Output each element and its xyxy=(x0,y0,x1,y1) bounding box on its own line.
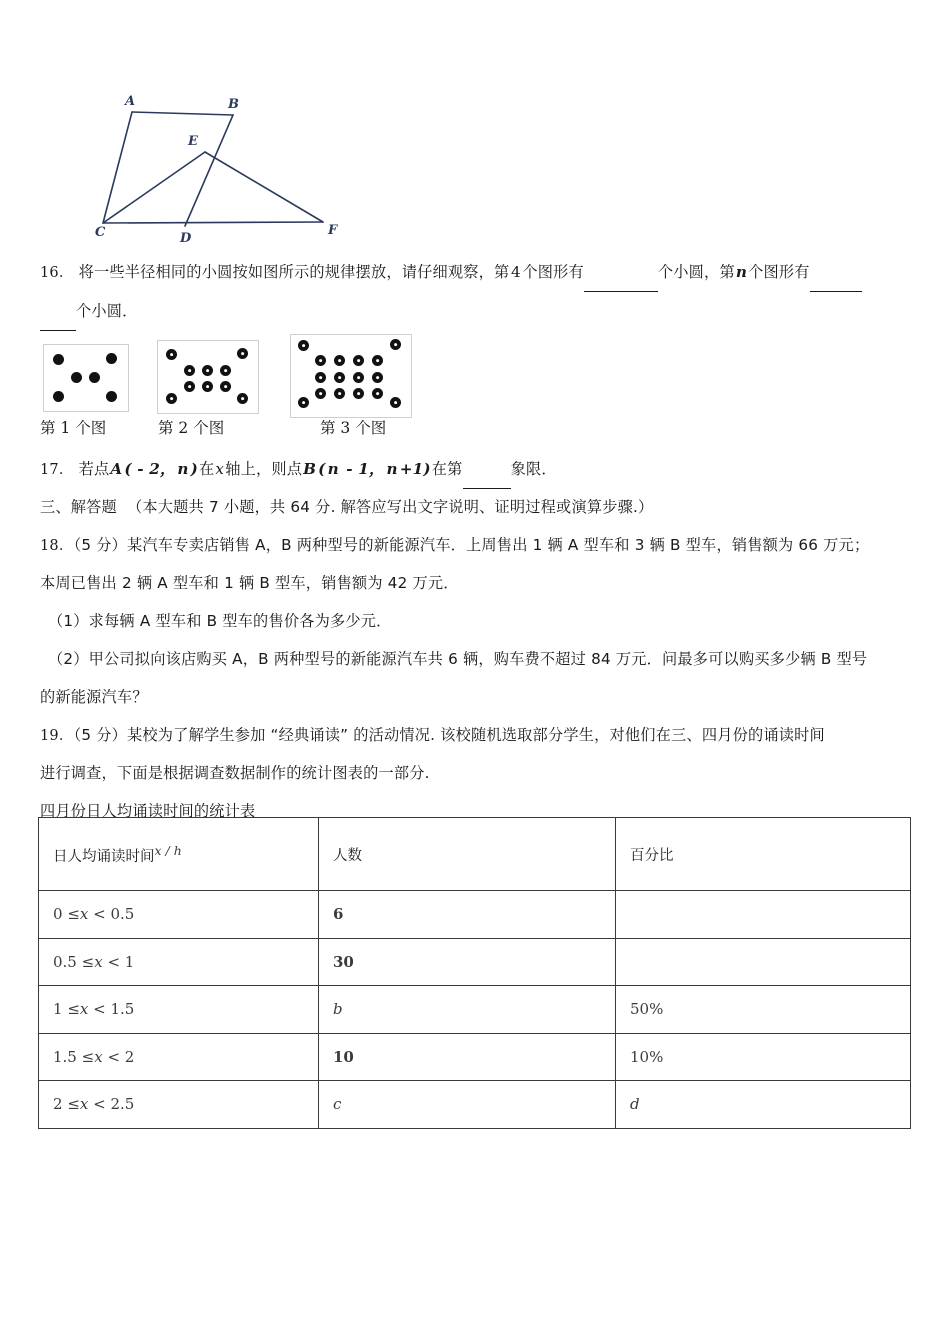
question-18-part-2-line-2-wrap xyxy=(40,678,920,716)
question-18-part-2-line-2: 的新能源汽车？ xyxy=(40,688,148,706)
table-cell-count: 6 xyxy=(319,891,616,939)
range-var: x xyxy=(79,1095,89,1114)
table-cell-count: 30 xyxy=(319,938,616,986)
question-18-part-2-line-1: （2）甲公司拟向该店购买 A，B 两种型号的新能源汽车共 6 辆，购车费不超过 84 万元．问最多可以购买多少辆 B 型号 xyxy=(48,650,868,668)
range-var: x xyxy=(79,1000,89,1019)
question-16-number: 16． xyxy=(40,265,74,281)
table-row xyxy=(39,938,911,986)
table-cell-range: 2 ≤x < 2.5 xyxy=(39,1081,319,1129)
table-cell-count: 10 xyxy=(319,1033,616,1081)
table-cell-range: 0.5 ≤x < 1 xyxy=(39,938,319,986)
section-3-header xyxy=(40,488,920,526)
question-18 xyxy=(40,526,920,565)
segment-EF xyxy=(205,152,323,222)
question-18-line-2-wrap xyxy=(40,564,920,602)
table-cell-range: 1.5 ≤x < 2 xyxy=(39,1033,319,1081)
table-cell-percent: 50% xyxy=(616,986,911,1034)
stat-table-caption: 四月份日人均诵读时间的统计表 xyxy=(40,802,256,820)
table-header-time-label: 日人均诵读时间 xyxy=(53,848,155,865)
pattern-dot xyxy=(315,372,326,383)
pattern-dot xyxy=(220,365,231,376)
pattern-dot xyxy=(106,391,117,402)
label-F: F xyxy=(328,223,338,238)
question-19-line-2: 进行调查，下面是根据调查数据制作的统计图表的一部分. xyxy=(40,764,430,782)
pattern-dot xyxy=(315,355,326,366)
pattern-dot xyxy=(315,388,326,399)
pattern-dot xyxy=(220,381,231,392)
table-cell-percent: d xyxy=(616,1081,911,1129)
label-A: A xyxy=(125,94,136,109)
question-17-text-d: 在第 xyxy=(431,460,463,478)
question-17-coords-a-end: ) xyxy=(190,460,199,478)
range-low: 0 xyxy=(53,905,63,924)
table-cell-range: 0 ≤x < 0.5 xyxy=(39,891,319,939)
table-cell-count: c xyxy=(319,1081,616,1129)
range-var: x xyxy=(94,952,103,971)
range-low: 1.5 xyxy=(53,1047,77,1066)
table-cell-count: b xyxy=(319,986,616,1034)
table-row xyxy=(39,891,911,939)
section-3-description: （本大题共 7 小题，共 64 分. 解答应写出文字说明、证明过程或演算步骤.） xyxy=(127,498,654,516)
table-cell-percent xyxy=(616,938,911,986)
pattern-dot xyxy=(298,340,309,351)
pattern-caption-2: 第 2 个图 xyxy=(158,419,225,437)
question-16-blank-1[interactable] xyxy=(584,253,658,292)
question-16 xyxy=(40,253,920,331)
table-cell-percent xyxy=(616,891,911,939)
question-16-text-b: 个图形有 xyxy=(522,263,584,281)
pattern-dot xyxy=(334,355,345,366)
question-17-coords-b-end: +1) xyxy=(399,460,431,478)
pattern-dot xyxy=(202,381,213,392)
pattern-dot xyxy=(202,365,213,376)
question-16-blank-2a[interactable] xyxy=(810,253,862,292)
table-row xyxy=(39,1081,911,1129)
question-17-var-n1: n xyxy=(177,460,189,478)
pattern-dot xyxy=(166,393,177,404)
table-header-time-sup: x / h xyxy=(154,842,182,858)
question-18-line-1: 某汽车专卖店销售 A，B 两种型号的新能源汽车．上周售出 1 辆 A 型车和 3 辆 B 型车，销售额为 66 万元； xyxy=(127,536,870,554)
range-high: 2 xyxy=(124,1047,135,1066)
question-17-coords-b: ( xyxy=(318,460,326,478)
range-low: 1 xyxy=(53,1000,63,1019)
pattern-dot xyxy=(334,388,345,399)
question-17-coords-a: ( - 2， xyxy=(124,460,176,478)
question-16-text-c: 个小圆，第 xyxy=(657,263,735,281)
question-17-text-a: 若点 xyxy=(78,460,110,478)
table-header-time xyxy=(39,818,319,891)
question-18-part-1: （1）求每辆 A 型车和 B 型车的售价各为多少元． xyxy=(48,612,392,630)
question-18-part-2-wrap xyxy=(48,640,938,678)
question-19 xyxy=(40,716,930,755)
question-17-point-b: B xyxy=(303,460,317,478)
pattern-dot xyxy=(71,372,82,383)
pattern-dot xyxy=(372,388,383,399)
pattern-dot xyxy=(372,372,383,383)
question-17-var-n2: n xyxy=(327,460,339,478)
pattern-dot xyxy=(53,391,64,402)
question-17-blank[interactable] xyxy=(463,450,511,489)
label-B: B xyxy=(228,97,239,112)
range-high: 1.5 xyxy=(110,1000,135,1019)
question-16-text-d: 个图形有 xyxy=(748,263,810,281)
question-18-part-1-wrap xyxy=(48,602,928,640)
pattern-dot xyxy=(184,381,195,392)
question-18-score: （5 分） xyxy=(73,536,128,554)
range-high: 0.5 xyxy=(110,905,135,924)
pattern-dot xyxy=(184,365,195,376)
geometry-figure-svg xyxy=(95,90,435,245)
question-19-score: （5 分） xyxy=(73,726,128,744)
label-C: C xyxy=(95,225,106,240)
table-row xyxy=(39,1033,911,1081)
question-16-text-a: 将一些半径相同的小圆按如图所示的规律摆放，请仔细观察，第 xyxy=(78,263,510,281)
question-17-text-c: 轴上，则点 xyxy=(225,460,303,478)
pattern-dot xyxy=(353,388,364,399)
question-16-n4: 4 xyxy=(510,263,521,281)
table-cell-range: 1 ≤x < 1.5 xyxy=(39,986,319,1034)
question-19-line-2-wrap xyxy=(40,754,920,792)
table-header-row xyxy=(39,818,911,891)
segment-AB xyxy=(132,112,233,115)
statistics-table xyxy=(38,817,911,1129)
range-low: 2 xyxy=(53,1095,63,1114)
question-19-number: 19． xyxy=(40,728,74,744)
pattern-dot xyxy=(106,353,117,364)
question-16-blank-2b[interactable] xyxy=(40,292,76,331)
pattern-dot xyxy=(390,339,401,350)
label-D: D xyxy=(180,231,192,245)
question-17-var-n3: n xyxy=(386,460,398,478)
question-17-text-e: 象限． xyxy=(510,460,557,478)
circle-pattern-figures xyxy=(40,332,460,440)
question-17-number: 17． xyxy=(40,462,74,478)
pattern-dot xyxy=(390,397,401,408)
question-16-var-n: n xyxy=(735,263,748,281)
table-cell-percent: 10% xyxy=(616,1033,911,1081)
pattern-figure-2 xyxy=(157,340,259,414)
pattern-dot xyxy=(334,372,345,383)
pattern-dot xyxy=(89,372,100,383)
question-17-text-b: 在 xyxy=(199,460,215,478)
segment-BD xyxy=(185,115,233,226)
pattern-dot xyxy=(237,348,248,359)
table-header-count: 人数 xyxy=(319,818,616,891)
question-18-number: 18． xyxy=(40,538,74,554)
range-high: 1 xyxy=(124,952,135,971)
pattern-figure-3 xyxy=(290,334,412,418)
range-low: 0.5 xyxy=(53,952,77,971)
segment-CF xyxy=(103,222,323,223)
pattern-dot xyxy=(353,355,364,366)
geometry-figure xyxy=(95,90,435,245)
question-18-line-2: 本周已售出 2 辆 A 型车和 1 辆 B 型车，销售额为 42 万元． xyxy=(40,574,459,592)
question-16-text-e: 个小圆． xyxy=(76,302,138,320)
pattern-dot xyxy=(237,393,248,404)
question-17 xyxy=(40,450,920,489)
pattern-caption-3: 第 3 个图 xyxy=(320,419,387,437)
pattern-dot xyxy=(353,372,364,383)
question-17-axis: x xyxy=(215,460,225,478)
label-E: E xyxy=(188,134,198,149)
range-high: 2.5 xyxy=(110,1095,135,1114)
pattern-dot xyxy=(166,349,177,360)
section-3-title: 三、解答题 xyxy=(40,498,117,516)
question-19-line-1: 某校为了解学生参加 “经典诵读” 的活动情况. 该校随机选取部分学生，对他们在三、四月份的诵读时间 xyxy=(127,726,825,744)
pattern-dot xyxy=(53,354,64,365)
pattern-figure-1 xyxy=(43,344,129,412)
pattern-dot xyxy=(372,355,383,366)
pattern-dot xyxy=(298,397,309,408)
table-row xyxy=(39,986,911,1034)
range-var: x xyxy=(94,1047,103,1066)
table-header-percent: 百分比 xyxy=(616,818,911,891)
question-17-coords-b-mid: - 1， xyxy=(340,460,385,478)
range-var: x xyxy=(79,905,89,924)
pattern-caption-1: 第 1 个图 xyxy=(40,419,107,437)
question-17-point-a: A xyxy=(110,460,123,478)
